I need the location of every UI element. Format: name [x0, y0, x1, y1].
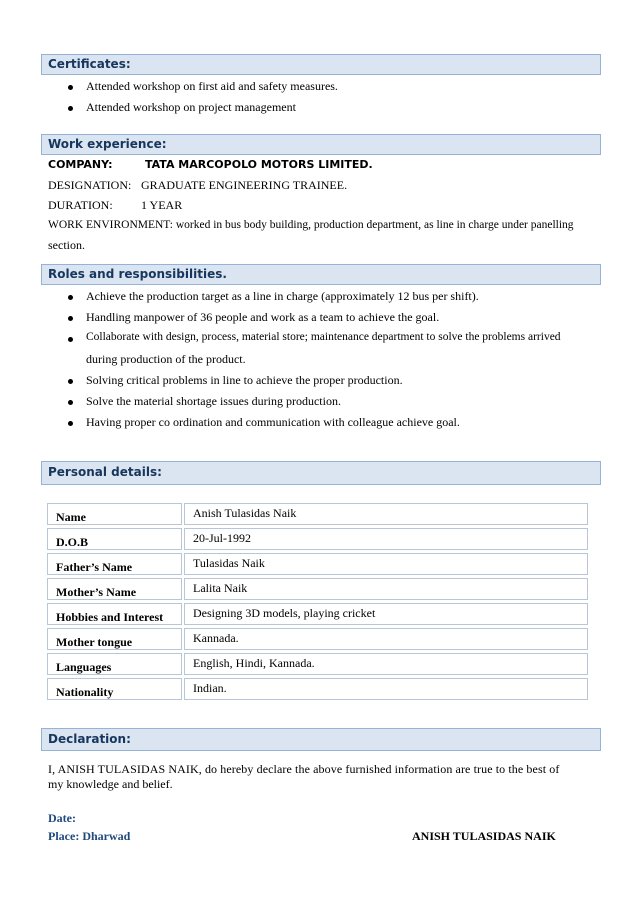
- roles-heading: Roles and responsibilities.: [41, 264, 601, 285]
- table-label-cell: D.O.B: [47, 528, 182, 550]
- table-label-cell: Nationality: [47, 678, 182, 700]
- table-row: [47, 503, 590, 528]
- list-item: Handling manpower of 36 people and work as a team to achieve the goal.: [66, 310, 561, 331]
- duration-value: 1 YEAR: [141, 198, 183, 212]
- table-row: [47, 528, 590, 553]
- table-value-cell: Lalita Naik: [184, 578, 588, 600]
- table-label-cell: Languages: [47, 653, 182, 675]
- table-value-cell: 20-Jul-1992: [184, 528, 588, 550]
- declaration-heading: Declaration:: [41, 728, 601, 751]
- table-value-cell: Anish Tulasidas Naik: [184, 503, 588, 525]
- table-value-cell: Tulasidas Naik: [184, 553, 588, 575]
- work-environment-text-cont: section.: [48, 238, 85, 252]
- company-label: COMPANY:: [48, 158, 113, 171]
- date-label: Date:: [48, 811, 76, 825]
- list-item: Having proper co ordination and communication with colleague achieve goal.: [66, 415, 561, 436]
- list-item-continuation: [66, 352, 561, 373]
- list-item: Solving critical problems in line to achieve the proper production.: [66, 373, 561, 394]
- table-row: [47, 628, 590, 653]
- duration-label: DURATION:: [48, 198, 113, 212]
- list-item: Attended workshop on project management: [66, 100, 338, 121]
- personal-details-table: [47, 503, 590, 703]
- list-item: Solve the material shortage issues during production.: [66, 394, 561, 415]
- work-environment-text: WORK ENVIRONMENT: worked in bus body building, production department, as line in charge under panelling: [48, 219, 574, 231]
- table-value-cell: English, Hindi, Kannada.: [184, 653, 588, 675]
- personal-details-heading: Personal details:: [41, 461, 601, 485]
- table-label-cell: Mother tongue: [47, 628, 182, 650]
- table-row: [47, 653, 590, 678]
- list-item: Attended workshop on first aid and safety measures.: [66, 79, 338, 100]
- roles-list: [66, 289, 561, 436]
- signature-name: ANISH TULASIDAS NAIK: [412, 829, 556, 843]
- table-value-cell: Kannada.: [184, 628, 588, 650]
- list-item: Collaborate with design, process, material store; maintenance department to solve the problems arrived: [66, 331, 561, 352]
- table-label-cell: Mother’s Name: [47, 578, 182, 600]
- table-row: [47, 553, 590, 578]
- designation-value: GRADUATE ENGINEERING TRAINEE.: [141, 178, 348, 192]
- table-value-cell: Indian.: [184, 678, 588, 700]
- table-label-cell: Hobbies and Interest: [47, 603, 182, 625]
- designation-label: DESIGNATION:: [48, 178, 132, 192]
- table-row: [47, 578, 590, 603]
- declaration-text-cont: my knowledge and belief.: [48, 777, 173, 791]
- certificates-heading: Certificates:: [41, 54, 601, 75]
- table-label-cell: Name: [47, 503, 182, 525]
- table-label-cell: Father’s Name: [47, 553, 182, 575]
- work-experience-heading: Work experience:: [41, 134, 601, 155]
- list-item-continuation-text: during production of the product.: [86, 352, 246, 366]
- table-row: [47, 603, 590, 628]
- certificates-list: [66, 79, 338, 121]
- declaration-text: I, ANISH TULASIDAS NAIK, do hereby declare the above furnished information are true to the best of: [48, 762, 560, 776]
- company-value: TATA MARCOPOLO MOTORS LIMITED.: [145, 158, 373, 171]
- list-item: Achieve the production target as a line in charge (approximately 12 bus per shift).: [66, 289, 561, 310]
- place-label: Place: Dharwad: [48, 829, 131, 843]
- table-row: [47, 678, 590, 703]
- table-value-cell: Designing 3D models, playing cricket: [184, 603, 588, 625]
